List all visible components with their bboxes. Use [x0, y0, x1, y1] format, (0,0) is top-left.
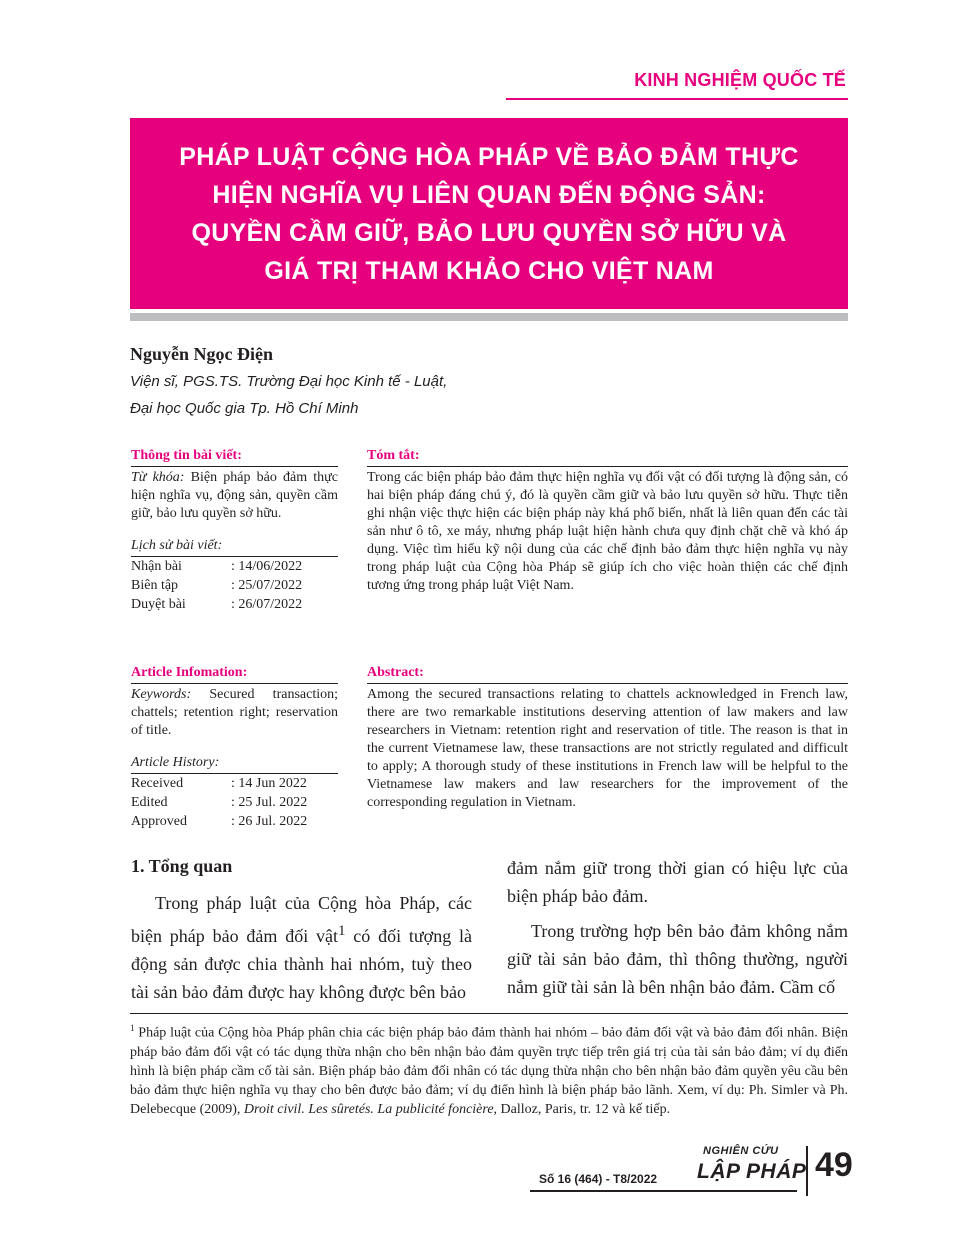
history-key: Nhận bài	[131, 559, 182, 574]
abstract-heading-vi: Tóm tắt:	[367, 447, 848, 467]
title-shadow-bar	[130, 313, 848, 321]
title-banner	[130, 118, 848, 309]
footnote	[130, 1019, 848, 1119]
journal-brand-top: NGHIÊN CỨU	[703, 1145, 779, 1157]
abstract-en	[367, 664, 848, 812]
body-text: có đối tượng là động sản được chia thành hai nhóm, tuỳ theo tài sản bảo đảm được hay không được bên bảo	[131, 926, 472, 1002]
author-affiliation-2: Đại học Quốc gia Tp. Hồ Chí Minh	[130, 400, 359, 417]
keywords-label-en: Keywords:	[131, 687, 192, 702]
keywords-vi	[131, 469, 338, 523]
history-key: Received	[131, 776, 184, 791]
author-name: Nguyễn Ngọc Điện	[130, 344, 273, 364]
history-label-vi: Lịch sử bài viết:	[131, 537, 338, 557]
article-title: PHÁP LUẬT CỘNG HÒA PHÁP VỀ BẢO ĐẢM THỰC HIỆN NGHĨA VỤ LIÊN QUAN ĐẾN ĐỘNG SẢN: QUYỀN CẦM GIỮ, BẢO LƯU QUYỀN SỞ HỮU VÀ GIÁ TRỊ THAM KHẢO CHO VIỆT NAM	[179, 142, 799, 285]
footer-rule	[530, 1190, 797, 1192]
footer-divider	[806, 1146, 808, 1196]
footnote-number: 1	[130, 1023, 135, 1033]
history-row	[131, 812, 338, 831]
issue-number: Số 16 (464) - T8/2022	[539, 1172, 658, 1186]
article-info-en	[131, 664, 338, 831]
body-paragraph	[131, 889, 472, 1006]
abstract-text-en: Among the secured transactions relating to chattels acknowledged in French law, there are two remarkable institutions deserving attention of law makers and law researchers in Vietnam: retention right and reservation of title. The reason is that in the current Vietnamese law, these transactions are not strictly regulated and difficult to apply; A thorough study of these institutions in French law will be helpful to the Vietnamese law makers and law researchers for the improvement of the corresponding regulation in Vietnam.	[367, 687, 848, 810]
author-affiliation-1: Viện sĩ, PGS.TS. Trường Đại học Kinh tế - Luật,	[130, 373, 448, 390]
body-text: Trong pháp luật của Cộng hòa Pháp, các biện pháp bảo đảm đối vật	[131, 893, 472, 946]
keywords-en	[131, 686, 338, 740]
keywords-text-en: Secured transaction; chattels; retention right; reservation of title.	[131, 687, 338, 738]
section-heading: 1. Tổng quan	[131, 856, 233, 876]
abstract-text-vi: Trong các biện pháp bảo đảm thực hiện nghĩa vụ đối vật có đối tượng là động sản, có hai biện pháp đáng chú ý, đó là quyền cầm giữ và bảo lưu quyền sở hữu. Thực tiễn ghi nhận việc thực hiện các biện pháp này khá phổ biến, nhất là liên quan đến các tài sản như ô tô, xe máy, nhưng pháp luật hiện hành chưa quy định chặt chẽ và khó áp dụng. Việc tìm hiểu kỹ nội dung của các chế định bảo đảm thực hiện nghĩa vụ này trong pháp luật của Cộng hòa Pháp sẽ giúp ích cho việc hoàn thiện các chế định tương ứng trong pháp luật Việt Nam.	[367, 470, 848, 593]
keywords-text-vi: Biện pháp bảo đảm thực hiện nghĩa vụ, động sản, quyền cầm giữ, bảo lưu quyền sở hữu.	[131, 470, 338, 521]
body-column-left	[131, 889, 472, 1006]
body-column-right	[507, 854, 848, 1001]
history-value: : 25/07/2022	[231, 578, 303, 593]
body-paragraph: đảm nắm giữ trong thời gian có hiệu lực của biện pháp bảo đảm.	[507, 858, 848, 906]
abstract-heading-en: Abstract:	[367, 664, 848, 684]
history-row	[131, 557, 338, 576]
footnote-rule	[130, 1013, 848, 1014]
article-info-vi	[131, 447, 338, 614]
journal-brand: LẬP PHÁP	[697, 1160, 807, 1183]
history-row	[131, 576, 338, 595]
history-key: Edited	[131, 795, 168, 810]
history-row	[131, 774, 338, 793]
body-paragraph: Trong trường hợp bên bảo đảm không nắm giữ tài sản bảo đảm, thì thông thường, người nắm giữ tài sản là bên nhận bảo đảm. Cầm cố	[507, 921, 848, 997]
footnote-text: Pháp luật của Cộng hòa Pháp phân chia các biện pháp bảo đảm thành hai nhóm – bảo đảm đối vật và bảo đảm đối nhân. Biện pháp bảo đảm đối vật có tác dụng thừa nhận cho bên nhận bảo đảm quyền trực tiếp trên giá trị của tài sản bảo đảm; ví dụ điển hình là biện pháp cầm cố tài sản. Biện pháp bảo đảm đối nhân có tác dụng thừa nhận cho bên nhận bảo đảm quyền yêu cầu bên bảo đảm thực hiện nghĩa vụ thay cho bên được bảo đảm; ví dụ điển hình là biện pháp bảo lãnh. Xem, ví dụ: Ph. Simler và Ph. Delebecque (2009),	[130, 1025, 848, 1117]
history-key: Biên tập	[131, 578, 179, 593]
history-row	[131, 595, 338, 614]
history-value: : 26/07/2022	[231, 597, 303, 612]
history-value: : 14 Jun 2022	[231, 776, 307, 791]
section-label: KINH NGHIỆM QUỐC TẾ	[634, 70, 846, 90]
keywords-label-vi: Từ khóa:	[131, 470, 185, 485]
section-rule	[506, 98, 848, 100]
abstract-vi	[367, 447, 848, 595]
footnote-book-title: Droit civil. Les sûretés. La publicité foncière	[243, 1101, 494, 1117]
history-label-en: Article History:	[131, 754, 338, 774]
history-row	[131, 793, 338, 812]
history-key: Duyệt bài	[131, 597, 186, 612]
history-key: Approved	[131, 814, 187, 829]
info-heading-en: Article Infomation:	[131, 664, 338, 684]
footnote-ref[interactable]: 1	[338, 923, 346, 939]
history-value: : 25 Jul. 2022	[231, 795, 308, 810]
footnote-text: , Dalloz, Paris, tr. 12 và kế tiếp.	[493, 1101, 671, 1117]
history-value: : 14/06/2022	[231, 559, 303, 574]
info-heading-vi: Thông tin bài viết:	[131, 447, 338, 467]
page-number: 49	[815, 1146, 853, 1184]
history-value: : 26 Jul. 2022	[231, 814, 308, 829]
